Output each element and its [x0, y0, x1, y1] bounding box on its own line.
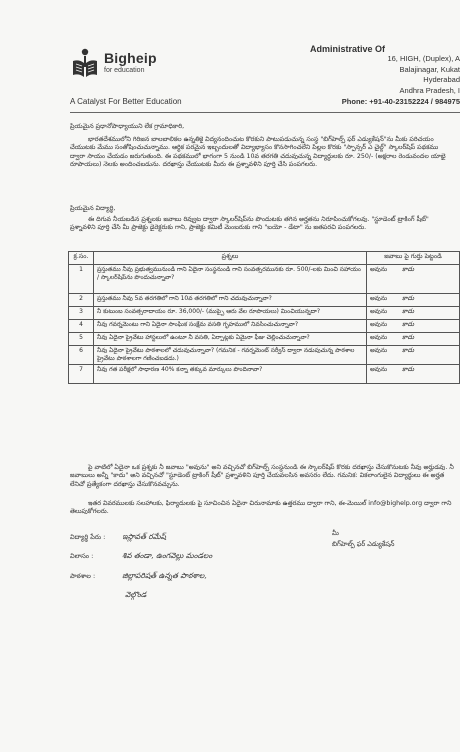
table-header-row [69, 252, 460, 265]
brand-subtitle: for education [104, 67, 145, 74]
answer-cell [367, 307, 460, 320]
closing-line: బిగ్‌హెల్ప్ ఫర్ ఎడ్యుకేషన్ [332, 540, 395, 548]
question-text: ప్రస్తుతము నీవు 5వ తరగతిలో గాని 10వ తరగతిలో గాని చదువుచున్నావా? [94, 294, 367, 307]
header-answer: జవాబు పై గుర్తు పెట్టండి [367, 252, 460, 265]
question-text: నీవు గత పరీక్షలో సాధారణ 40% కన్నా తక్కువ మార్కులు పొందినావా? [94, 365, 367, 384]
answer-no-marked: కాదు [402, 366, 415, 373]
address-line: Balajinagar, Kukat [399, 64, 460, 74]
table-row [69, 333, 460, 346]
contact-paragraph: ఇతర వివరములకు సలహాలకు, ఫిర్యాదులకు పై సూచించిన ఏదైనా చిరునామాకు ఉత్తరము ద్వారా గాని, ఈ-మెయిల్ info@bighelp.org ద్వారా గాని తెలుపుకోగలరు. [70, 500, 452, 516]
address-line: Andhra Pradesh, I [399, 85, 460, 95]
answer-no-marked: కాదు [402, 308, 415, 315]
row-number: 2 [69, 294, 94, 307]
village-handwritten: శివ తండా, ఉంగవెల్లు మండలం [122, 551, 213, 560]
admin-office-block [300, 44, 460, 107]
answer-no-marked: కాదు [402, 334, 415, 341]
admin-title: Administrative Of [310, 44, 386, 54]
village-row [70, 551, 212, 562]
eligibility-questions-table [68, 251, 460, 384]
header-serial: క్ర.సం. [69, 252, 94, 265]
row-number: 4 [69, 320, 94, 333]
header-divider [70, 112, 460, 113]
school-row [70, 571, 207, 582]
table-row [69, 365, 460, 384]
row-number: 3 [69, 307, 94, 320]
question-text: నీవు ఏదైనా ప్రైవేటు హాస్టలులో ఉంటూ నీ వసతి, ఏర్పాట్లకు ఏమైనా ఫీజు చెల్లించుచున్నావా? [94, 333, 367, 346]
answer-yes: అవును [370, 366, 388, 373]
table-row [69, 307, 460, 320]
table-row [69, 265, 460, 294]
row-number: 5 [69, 333, 94, 346]
table-row [69, 294, 460, 307]
phone-number: Phone: +91-40-23152224 / 984975 [341, 97, 460, 106]
address-line: Hyderabad [423, 75, 460, 84]
school-handwritten: జిల్లాపరిషత్ ఉన్నత పాఠశాల, [122, 571, 207, 580]
row-number: 7 [69, 365, 94, 384]
tagline: A Catalyst For Better Education [70, 97, 182, 106]
row-number: 1 [69, 265, 94, 294]
table-row [69, 346, 460, 365]
answer-cell [367, 333, 460, 346]
answer-no-marked: కాదు [402, 266, 415, 273]
answer-cell [367, 265, 460, 294]
eligibility-paragraph: పై వాటిలో ఏదైనా ఒక ప్రశ్నకు నీ జవాబు "అవును" అని వచ్చినచో బిగ్‌హెల్ప్ సంస్థనుండి ఈ స్కాలర్‌షిప్ కొరకు దరఖాస్తు చేసుకొనుటకు నీవు అర్హుడవు. నీ జవాబులు అన్నీ "కాదు" అని వచ్చినచో "స్టూడెంట్ ట్రాకింగ్ షీట్" ప్రశ్నావళిని పూర్తి చేయవలసిన అవసరం లేదు. గమనిక: వికలాంగులైన విద్యార్థులు ఈ అర్హత లేనిచో ప్రత్యేకంగా దరఖాస్తు చేసుకొనవచ్చును. [70, 464, 454, 488]
answer-cell [367, 294, 460, 307]
header-questions: ప్రశ్నలు [94, 252, 367, 265]
question-text: ప్రస్తుతము నీవు ప్రభుత్వమునుండి గాని ఏదైనా సంస్థనుండి గాని సంవత్సరమునకు రూ. 500/-లకు మించి సహాయం / స్కాలర్‌షిప్‌ను పొందుచున్నావా? [94, 265, 367, 294]
answer-yes: అవును [370, 266, 388, 273]
student-salutation: ప్రియమైన విద్యార్థి, [70, 205, 116, 212]
address-line: 16, HIGH, (Duplex), A [387, 54, 460, 63]
answer-no-marked: కాదు [402, 295, 415, 302]
row-number: 6 [69, 346, 94, 365]
answer-yes: అవును [370, 334, 388, 341]
instructions-paragraph: ఈ దిగువ నీయబడిన ప్రశ్నలకు జవాబు రివ్వుట ద్వారా స్కాలర్‌షిప్‌ను పొందుటకు తగిన అర్హతను నిరూపించుకోగలవు. "స్టూడెంట్ ట్రాకింగ్ షీట్" ప్రశ్నావళిని పూర్తి చేసి మీ ప్రాజెక్టు డైరెక్టరుకు గాని, ప్రాజెక్టు కమిటీ మెంబరుకు గాని "బయో - డేటా" ను జతపరచి పంపగలరు. [70, 216, 429, 232]
answer-cell [367, 346, 460, 365]
answer-yes: అవును [370, 321, 388, 328]
question-text: నీవు ఏదైనా ప్రైవేటు పాఠశాలలో చదువుచున్నావా? (గమనిక - గవర్నమెంట్ సర్వీస్ ద్వారా నడుపుచున్న పాఠశాల ప్రైవేటు పాఠశాలగా గణించబడదు.) [94, 346, 367, 365]
answer-yes: అవును [370, 347, 388, 354]
school-label: పాఠశాల : [70, 572, 96, 580]
village-label: విలాసం : [70, 552, 94, 560]
answer-yes: అవును [370, 295, 388, 302]
student-name-handwritten: ఇస్లావత్ రమేష్ [122, 532, 167, 541]
answer-no-marked: కాదు [402, 321, 415, 328]
brand-name: Bigheip [104, 50, 157, 66]
salutation: ప్రియమైన ప్రధానోపాధ్యాయుని లేక గ్రామాధికారి, [70, 123, 185, 130]
answer-no-marked: కాదు [402, 347, 415, 354]
closing-line: మీ [332, 529, 339, 537]
question-text: నీ కుటుంబ సంవత్సరాదాయం రూ. 36,000/- (ముప్పై ఆరు వేల రూపాయలు) మించియున్నదా? [94, 307, 367, 320]
intro-paragraph: భారతదేశములోని గిరిజన బాలబాలికల ఉన్నతికై విద్యనందించుట కొరకుని పాటుపడుచున్న సంస్థ "బిగ్‌హెల్ప్ ఫర్ ఎడ్యుకేషన్"ను మీకు పరిచయం చేయుటకు మేము సంతోషించుచున్నాము. ఆర్థిక పరమైన ఇబ్బందులతో విద్యాభ్యాసం కొనసాగించలేని పిల్లల కొరకు "స్పాన్సర్ ఎ చైల్డ్" స్కాలర్‌షిప్ పథకము ద్వారా సాయం చేయడం జరుగుతుంది. ఈ పథకములో భాగంగా 5 నుండి 10వ తరగతి చదువుచున్న విద్యార్థులకు రూ. 250/- (అక్షరాల రెండువందల యాభై రూపాయలు) నెలకు అందించబడును. దరఖాస్తు చేయుటకు మీరు ఈ ప్రశ్నావళిని పూర్తి చేసి పంపగలరు. [70, 136, 446, 169]
brand-block [104, 50, 157, 74]
answer-yes: అవును [370, 308, 388, 315]
school-place-handwritten: వెల్గొండ [125, 590, 147, 599]
table-row [69, 320, 460, 333]
question-text: నీవు గవర్నమెంటు గాని ఏదైనా సాంఘిక సంక్షేమ వసతి గృహములో నివసించుచున్నావా? [94, 320, 367, 333]
student-name-row [70, 532, 166, 543]
closing-block [332, 528, 394, 550]
bighelp-logo-icon [70, 47, 100, 81]
student-name-label: విద్యార్థి పేరు : [70, 533, 106, 541]
answer-cell [367, 320, 460, 333]
answer-cell [367, 365, 460, 384]
